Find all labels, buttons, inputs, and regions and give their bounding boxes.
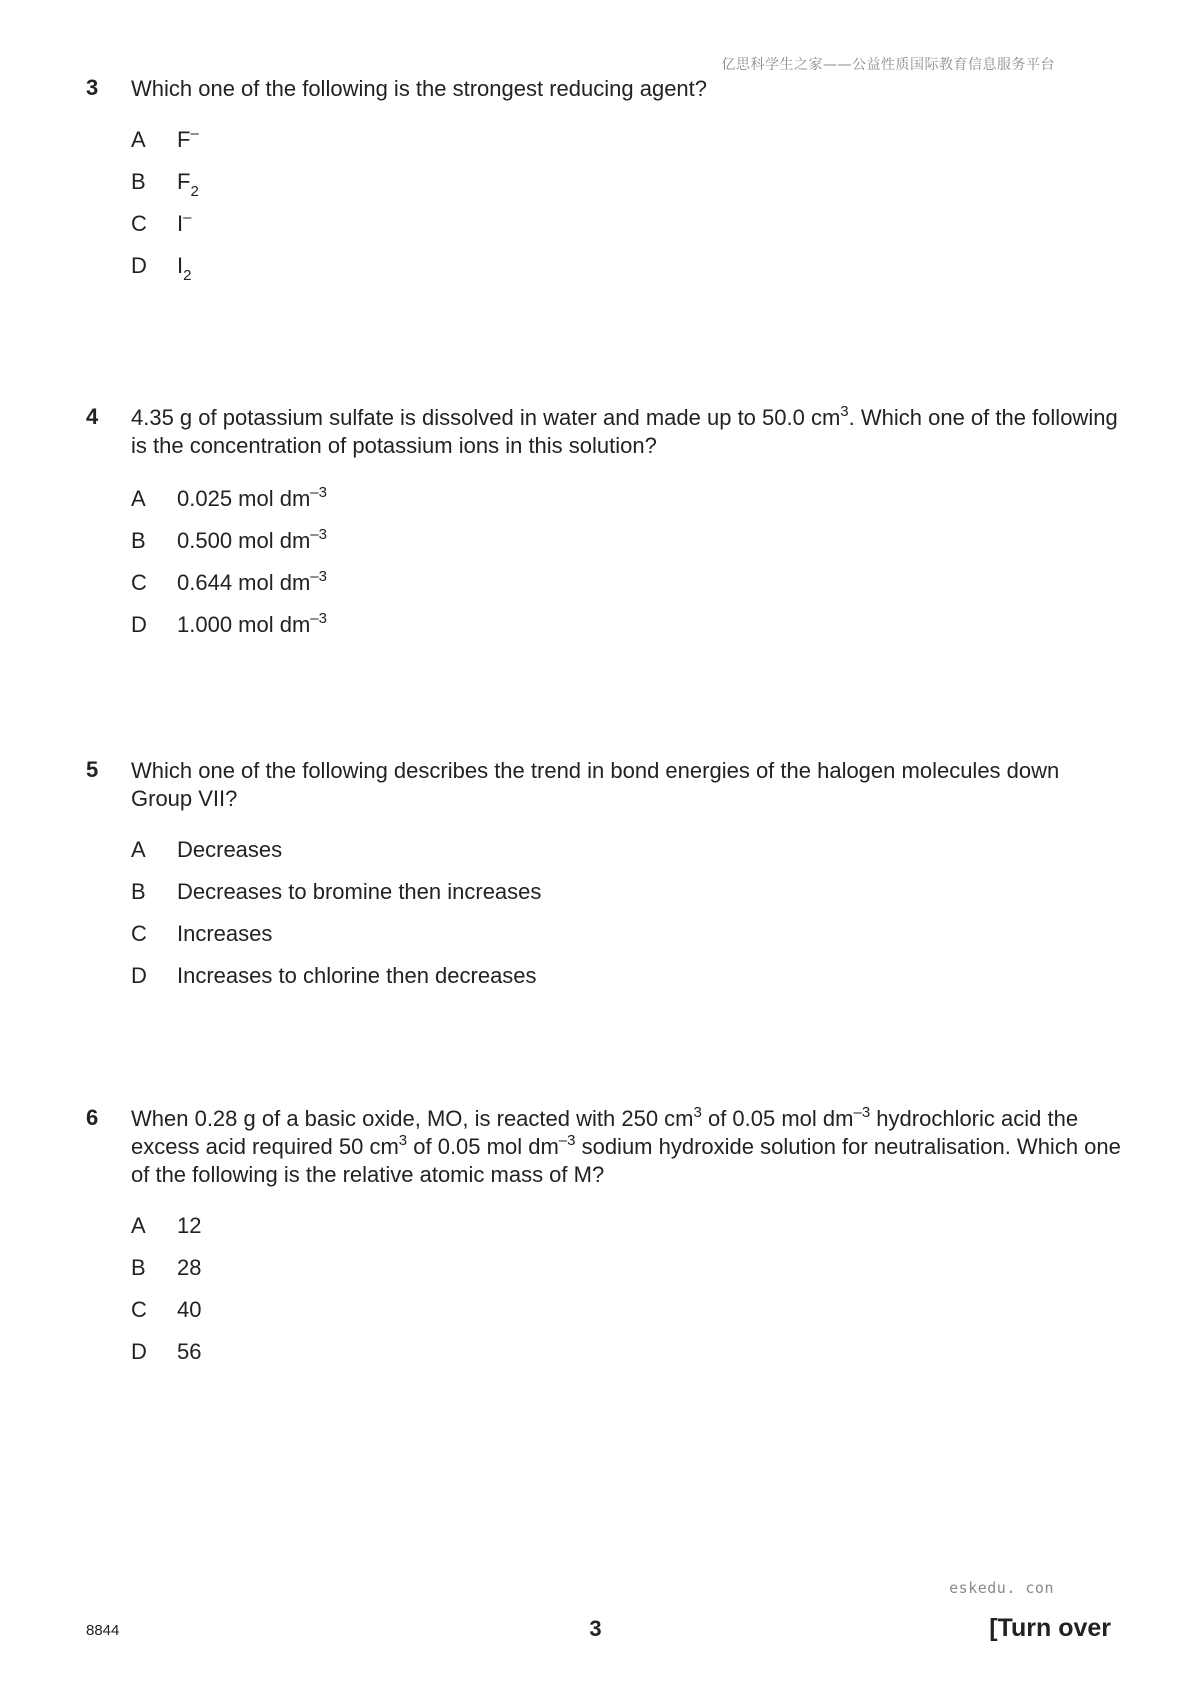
option-text: $F_2$	[177, 169, 199, 200]
option-text: Decreases	[177, 837, 283, 862]
question-number: 4	[86, 404, 99, 429]
option-letter: B	[131, 879, 146, 904]
turn-over-label: [Turn over	[989, 1614, 1111, 1642]
option-letter: B	[131, 1255, 146, 1280]
option-text: Decreases to bromine then increases	[177, 879, 542, 904]
option-letter: C	[131, 570, 147, 595]
option-text: 0.644 mol $dm^{-3}$	[177, 568, 327, 595]
question-text: 4.35 g of potassium sulfate is dissolved in water and made up to 50.0 $cm^3$. Which one of the following is the concentration of potassium ions in this solution?	[131, 403, 1118, 458]
option-text: 40	[177, 1297, 202, 1322]
header-watermark: 亿思科学生之家——公益性质国际教育信息服务平台	[721, 57, 1055, 73]
option-text: $I_2$	[177, 253, 192, 284]
page-number: 3	[589, 1616, 602, 1641]
question-number: 5	[86, 757, 99, 782]
question-text: Which one of the following is the strongest reducing agent?	[131, 76, 708, 101]
option-text: 56	[177, 1339, 202, 1364]
option-letter: A	[131, 127, 146, 152]
option-letter: C	[131, 921, 147, 946]
question-text: When 0.28 g of a basic oxide, MO, is reacted with 250 $cm^3$ of 0.05 mol $dm^{-3}$ hydrochloric acid the excess acid required 50 $cm^3$ of 0.05 mol $dm^{-3}$ sodium hydroxide solution for neutralisation. Which one of the following is the relative atomic mass of M?	[131, 1104, 1121, 1187]
option-text: Increases to chlorine then decreases	[177, 963, 537, 988]
option-letter: D	[131, 1339, 147, 1364]
paper-code: 8844	[86, 1622, 120, 1639]
option-letter: C	[131, 1297, 147, 1322]
option-text: 12	[177, 1213, 202, 1238]
question-number: 3	[86, 75, 99, 100]
option-text: 1.000 mol $dm^{-3}$	[177, 610, 327, 637]
option-text: 0.500 mol $dm^{-3}$	[177, 526, 327, 553]
option-letter: A	[131, 486, 146, 511]
footer-watermark: eskedu. con	[949, 1579, 1054, 1597]
question-text: Which one of the following describes the trend in bond energies of the halogen molecules down Group VII?	[131, 758, 1060, 811]
option-letter: A	[131, 837, 146, 862]
option-letter: C	[131, 211, 147, 236]
option-letter: D	[131, 253, 147, 278]
option-text: I–	[177, 209, 192, 236]
option-text: 0.025 mol $dm^{-3}$	[177, 484, 327, 511]
question-number: 6	[86, 1105, 99, 1130]
option-letter: B	[131, 169, 146, 194]
option-text: F–	[177, 125, 199, 152]
option-letter: A	[131, 1213, 146, 1238]
option-letter: D	[131, 963, 147, 988]
option-text: 28	[177, 1255, 202, 1280]
option-letter: D	[131, 612, 147, 637]
option-letter: B	[131, 528, 146, 553]
option-text: Increases	[177, 921, 273, 946]
